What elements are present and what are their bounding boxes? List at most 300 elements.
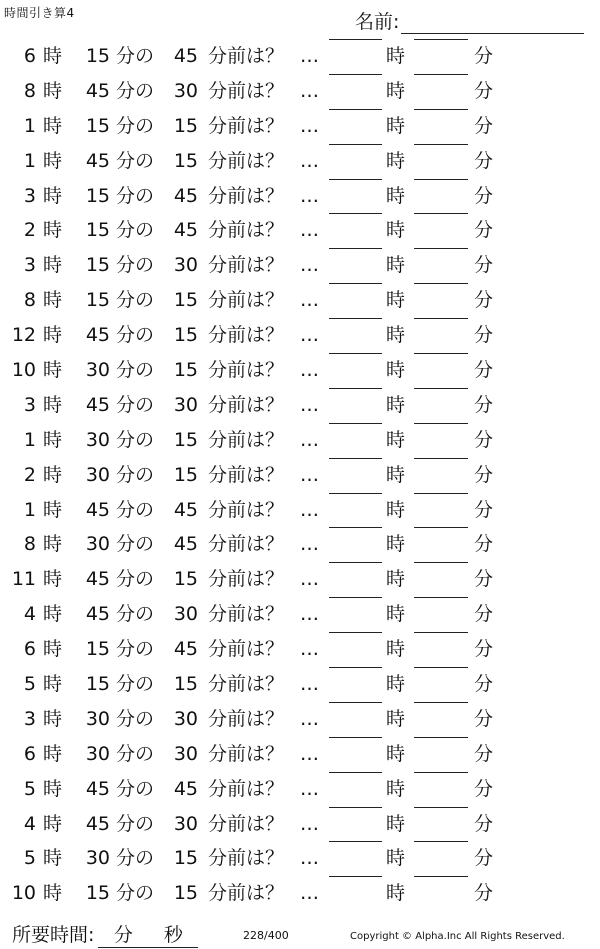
problem-row [0,458,600,493]
minute-of-label: 分の [116,219,155,242]
hour-label: 時 [43,498,63,521]
answer-hour-label: 時 [386,568,406,591]
problem-subtract-minutes: 45 [173,45,198,67]
ellipsis: … [300,707,319,730]
answer-hour-blank[interactable] [329,318,382,319]
minutes-before-label: 分前は？ [208,812,285,835]
answer-hour-blank[interactable] [329,353,382,354]
problem-minute: 30 [85,533,110,556]
minute-of-label: 分の [116,254,155,277]
minutes-before-label: 分前は？ [208,742,285,765]
answer-hour-blank[interactable] [329,527,382,528]
ellipsis: … [300,393,319,416]
answer-hour-blank[interactable] [329,737,382,738]
answer-minute-blank[interactable] [414,876,468,877]
problem-row [0,807,600,842]
ellipsis: … [300,289,319,312]
answer-hour-blank[interactable] [329,144,382,145]
answer-hour-blank[interactable] [329,423,382,424]
ellipsis: … [300,638,319,661]
problem-minute: 15 [85,114,110,137]
answer-hour-label: 時 [386,673,406,696]
minute-of-label: 分の [116,847,155,870]
problem-subtract-minutes: 15 [173,463,198,486]
hour-label: 時 [43,463,63,486]
answer-minute-label: 分 [474,324,494,347]
answer-minute-label: 分 [474,114,494,137]
minutes-before-label: 分前は？ [208,289,285,312]
hour-label: 時 [43,45,63,67]
hour-label: 時 [43,533,63,556]
answer-hour-blank[interactable] [329,179,382,180]
problem-subtract-minutes: 30 [173,742,198,765]
problem-row [0,353,600,388]
minute-of-label: 分の [116,568,155,591]
minutes-before-label: 分前は？ [208,463,285,486]
name-field [355,7,584,34]
answer-hour-label: 時 [386,114,406,137]
answer-hour-blank[interactable] [329,597,382,598]
problem-minute: 30 [85,707,110,730]
answer-minute-blank[interactable] [414,737,468,738]
ellipsis: … [300,777,319,800]
answer-minute-label: 分 [474,393,494,416]
problem-hour: 8 [23,79,36,102]
ellipsis: … [300,184,319,207]
answer-hour-blank[interactable] [329,807,382,808]
ellipsis: … [300,79,319,102]
problem-subtract-minutes: 45 [173,498,198,521]
answer-hour-blank[interactable] [329,283,382,284]
problem-hour: 1 [23,114,36,137]
problem-hour: 12 [11,324,36,347]
answer-minute-label: 分 [474,533,494,556]
problem-row [0,562,600,597]
copyright: Copyright © Alpha.Inc All Rights Reserved. [350,931,565,942]
hour-label: 時 [43,114,63,137]
answer-minute-label: 分 [474,882,494,905]
problem-row [0,74,600,109]
minutes-before-label: 分前は？ [208,359,285,382]
problem-hour: 8 [23,289,36,312]
problem-subtract-minutes: 15 [173,428,198,451]
problem-subtract-minutes: 45 [173,638,198,661]
minutes-before-label: 分前は？ [208,149,285,172]
answer-minute-label: 分 [474,568,494,591]
hour-label: 時 [43,149,63,172]
answer-minute-label: 分 [474,254,494,277]
problem-subtract-minutes: 15 [173,847,198,870]
problem-hour: 10 [11,359,36,382]
hour-label: 時 [43,603,63,626]
problem-hour: 5 [23,847,36,870]
minutes-before-label: 分前は？ [208,847,285,870]
minutes-before-label: 分前は？ [208,219,285,242]
answer-minute-label: 分 [474,289,494,312]
problem-row [0,179,600,214]
problem-hour: 3 [23,707,36,730]
answer-hour-label: 時 [386,45,406,67]
problem-minute: 45 [85,777,110,800]
answer-hour-label: 時 [386,324,406,347]
problem-row [0,632,600,667]
minutes-before-label: 分前は？ [208,79,285,102]
ellipsis: … [300,673,319,696]
minute-of-label: 分の [116,79,155,102]
answer-minute-blank[interactable] [414,772,468,773]
problem-subtract-minutes: 30 [173,603,198,626]
answer-hour-label: 時 [386,882,406,905]
answer-minute-label: 分 [474,777,494,800]
problem-hour: 1 [23,428,36,451]
minutes-before-label: 分前は？ [208,673,285,696]
answer-hour-label: 時 [386,428,406,451]
minutes-before-label: 分前は？ [208,533,285,556]
required-time-label: 所要時間: [12,924,95,946]
answer-minute-blank[interactable] [414,562,468,563]
problem-minute: 30 [85,359,110,382]
minutes-before-label: 分前は？ [208,882,285,905]
minutes-before-label: 分前は？ [208,184,285,207]
answer-hour-label: 時 [386,254,406,277]
ellipsis: … [300,742,319,765]
problem-hour: 2 [23,219,36,242]
minute-of-label: 分の [116,289,155,312]
problem-row [0,772,600,807]
answer-hour-label: 時 [386,149,406,172]
minutes-before-label: 分前は？ [208,777,285,800]
minutes-before-label: 分前は？ [208,114,285,137]
answer-minute-blank[interactable] [414,667,468,668]
answer-hour-blank[interactable] [329,562,382,563]
minute-of-label: 分の [116,638,155,661]
problem-subtract-minutes: 30 [173,254,198,277]
problem-subtract-minutes: 30 [173,812,198,835]
answer-minute-label: 分 [474,847,494,870]
minutes-before-label: 分前は？ [208,568,285,591]
problem-minute: 45 [85,603,110,626]
problem-minute: 45 [85,568,110,591]
problem-subtract-minutes: 15 [173,289,198,312]
answer-hour-label: 時 [386,463,406,486]
ellipsis: … [300,114,319,137]
answer-hour-label: 時 [386,359,406,382]
problem-subtract-minutes: 15 [173,359,198,382]
answer-hour-label: 時 [386,638,406,661]
answer-minute-blank[interactable] [414,841,468,842]
answer-minute-blank[interactable] [414,74,468,75]
answer-minute-blank[interactable] [414,318,468,319]
answer-minute-label: 分 [474,463,494,486]
problem-row [0,841,600,876]
hour-label: 時 [43,777,63,800]
problem-hour: 4 [23,812,36,835]
minute-of-label: 分の [116,777,155,800]
answer-minute-label: 分 [474,707,494,730]
problem-hour: 5 [23,777,36,800]
answer-minute-label: 分 [474,184,494,207]
ellipsis: … [300,533,319,556]
answer-hour-blank[interactable] [329,667,382,668]
problem-subtract-minutes: 15 [173,324,198,347]
problem-hour: 11 [11,568,36,591]
answer-minute-blank[interactable] [414,179,468,180]
answer-minute-label: 分 [474,359,494,382]
answer-hour-blank[interactable] [329,702,382,703]
problem-subtract-minutes: 30 [173,707,198,730]
answer-hour-blank[interactable] [329,841,382,842]
answer-hour-label: 時 [386,184,406,207]
ellipsis: … [300,463,319,486]
hour-label: 時 [43,847,63,870]
minutes-before-label: 分前は？ [208,393,285,416]
problem-row [0,388,600,423]
hour-label: 時 [43,324,63,347]
ellipsis: … [300,603,319,626]
answer-minute-blank[interactable] [414,213,468,214]
hour-label: 時 [43,882,63,905]
answer-minute-blank[interactable] [414,423,468,424]
problem-list [0,39,600,911]
answer-hour-label: 時 [386,79,406,102]
problem-hour: 1 [23,149,36,172]
problem-hour: 6 [23,45,36,67]
answer-minute-blank[interactable] [414,39,468,40]
page-number: 228/400 [243,929,289,942]
problem-minute: 15 [85,219,110,242]
answer-hour-label: 時 [386,219,406,242]
ellipsis: … [300,812,319,835]
minute-of-label: 分の [116,603,155,626]
answer-minute-label: 分 [474,45,494,67]
problem-minute: 45 [85,812,110,835]
minutes-before-label: 分前は？ [208,498,285,521]
problem-minute: 15 [85,45,110,67]
minute-of-label: 分の [116,463,155,486]
required-time-input[interactable] [98,920,198,948]
minute-of-label: 分の [116,882,155,905]
problem-row [0,39,600,74]
problem-hour: 4 [23,603,36,626]
answer-hour-blank[interactable] [329,109,382,110]
problem-subtract-minutes: 15 [173,882,198,905]
problem-minute: 45 [85,324,110,347]
problem-row [0,213,600,248]
answer-hour-blank[interactable] [329,876,382,877]
minutes-before-label: 分前は？ [208,428,285,451]
hour-label: 時 [43,707,63,730]
ellipsis: … [300,219,319,242]
name-label: 名前: [355,11,400,33]
minute-of-label: 分の [116,324,155,347]
problem-subtract-minutes: 15 [173,568,198,591]
answer-minute-blank[interactable] [414,144,468,145]
problem-subtract-minutes: 45 [173,533,198,556]
problem-row [0,667,600,702]
problem-subtract-minutes: 15 [173,114,198,137]
minute-of-label: 分の [116,114,155,137]
answer-minute-blank[interactable] [414,353,468,354]
minutes-before-label: 分前は？ [208,254,285,277]
hour-label: 時 [43,742,63,765]
problem-row [0,597,600,632]
hour-label: 時 [43,79,63,102]
answer-hour-label: 時 [386,289,406,312]
problem-row [0,144,600,179]
ellipsis: … [300,847,319,870]
answer-hour-label: 時 [386,533,406,556]
problem-minute: 30 [85,428,110,451]
answer-minute-blank[interactable] [414,597,468,598]
problem-minute: 30 [85,847,110,870]
problem-minute: 45 [85,393,110,416]
ellipsis: … [300,254,319,277]
minute-of-label: 分の [116,812,155,835]
problem-subtract-minutes: 45 [173,184,198,207]
answer-minute-label: 分 [474,603,494,626]
ellipsis: … [300,568,319,591]
minute-of-label: 分の [116,428,155,451]
name-input-line[interactable] [401,15,584,34]
hour-label: 時 [43,289,63,312]
problem-hour: 6 [23,742,36,765]
answer-hour-blank[interactable] [329,74,382,75]
problem-row [0,493,600,528]
minutes-before-label: 分前は？ [208,603,285,626]
answer-hour-label: 時 [386,498,406,521]
hour-label: 時 [43,812,63,835]
problem-minute: 15 [85,638,110,661]
answer-minute-blank[interactable] [414,632,468,633]
problem-row [0,423,600,458]
problem-minute: 45 [85,149,110,172]
minutes-before-label: 分前は？ [208,324,285,347]
problem-subtract-minutes: 30 [173,79,198,102]
problem-minute: 45 [85,79,110,102]
hour-label: 時 [43,638,63,661]
minute-of-label: 分の [116,498,155,521]
ellipsis: … [300,882,319,905]
problem-subtract-minutes: 45 [173,777,198,800]
problem-row [0,283,600,318]
minute-of-label: 分の [116,742,155,765]
problem-minute: 45 [85,498,110,521]
answer-hour-label: 時 [386,603,406,626]
ellipsis: … [300,428,319,451]
problem-hour: 5 [23,673,36,696]
answer-hour-blank[interactable] [329,632,382,633]
hour-label: 時 [43,359,63,382]
ellipsis: … [300,45,319,67]
problem-hour: 6 [23,638,36,661]
hour-label: 時 [43,254,63,277]
ellipsis: … [300,324,319,347]
problem-hour: 10 [11,882,36,905]
minutes-before-label: 分前は？ [208,45,285,67]
problem-hour: 2 [23,463,36,486]
answer-hour-blank[interactable] [329,213,382,214]
minute-of-label: 分の [116,707,155,730]
answer-minute-blank[interactable] [414,248,468,249]
problem-minute: 15 [85,882,110,905]
minute-of-label: 分の [116,533,155,556]
answer-hour-label: 時 [386,707,406,730]
answer-minute-blank[interactable] [414,388,468,389]
problem-minute: 15 [85,673,110,696]
answer-minute-label: 分 [474,149,494,172]
answer-minute-blank[interactable] [414,493,468,494]
answer-minute-label: 分 [474,498,494,521]
answer-minute-label: 分 [474,673,494,696]
answer-hour-blank[interactable] [329,493,382,494]
problem-row [0,248,600,283]
problem-subtract-minutes: 15 [173,673,198,696]
problem-hour: 3 [23,393,36,416]
problem-subtract-minutes: 45 [173,219,198,242]
answer-minute-blank[interactable] [414,527,468,528]
minute-of-label: 分の [116,45,155,67]
required-time-min-unit: 分 [113,924,133,946]
hour-label: 時 [43,184,63,207]
minutes-before-label: 分前は？ [208,638,285,661]
ellipsis: … [300,149,319,172]
answer-minute-label: 分 [474,812,494,835]
answer-hour-blank[interactable] [329,772,382,773]
answer-hour-blank[interactable] [329,458,382,459]
problem-hour: 3 [23,184,36,207]
hour-label: 時 [43,568,63,591]
problem-hour: 3 [23,254,36,277]
answer-minute-blank[interactable] [414,807,468,808]
problem-hour: 1 [23,498,36,521]
problem-subtract-minutes: 15 [173,149,198,172]
minute-of-label: 分の [116,673,155,696]
answer-minute-label: 分 [474,742,494,765]
problem-minute: 15 [85,254,110,277]
hour-label: 時 [43,428,63,451]
answer-hour-label: 時 [386,777,406,800]
minute-of-label: 分の [116,184,155,207]
minute-of-label: 分の [116,359,155,382]
answer-minute-blank[interactable] [414,458,468,459]
problem-row [0,318,600,353]
answer-hour-blank[interactable] [329,388,382,389]
answer-minute-label: 分 [474,428,494,451]
problem-minute: 15 [85,289,110,312]
problem-row [0,737,600,772]
answer-minute-blank[interactable] [414,283,468,284]
answer-hour-blank[interactable] [329,248,382,249]
answer-hour-label: 時 [386,847,406,870]
answer-hour-blank[interactable] [329,39,382,40]
answer-minute-label: 分 [474,638,494,661]
answer-minute-blank[interactable] [414,702,468,703]
answer-minute-blank[interactable] [414,109,468,110]
problem-minute: 30 [85,742,110,765]
problem-minute: 30 [85,463,110,486]
answer-minute-label: 分 [474,79,494,102]
problem-minute: 15 [85,184,110,207]
minutes-before-label: 分前は？ [208,707,285,730]
minute-of-label: 分の [116,393,155,416]
problem-row [0,109,600,144]
minute-of-label: 分の [116,149,155,172]
answer-hour-label: 時 [386,393,406,416]
answer-hour-label: 時 [386,812,406,835]
problem-row [0,702,600,737]
ellipsis: … [300,359,319,382]
required-time [12,920,198,948]
